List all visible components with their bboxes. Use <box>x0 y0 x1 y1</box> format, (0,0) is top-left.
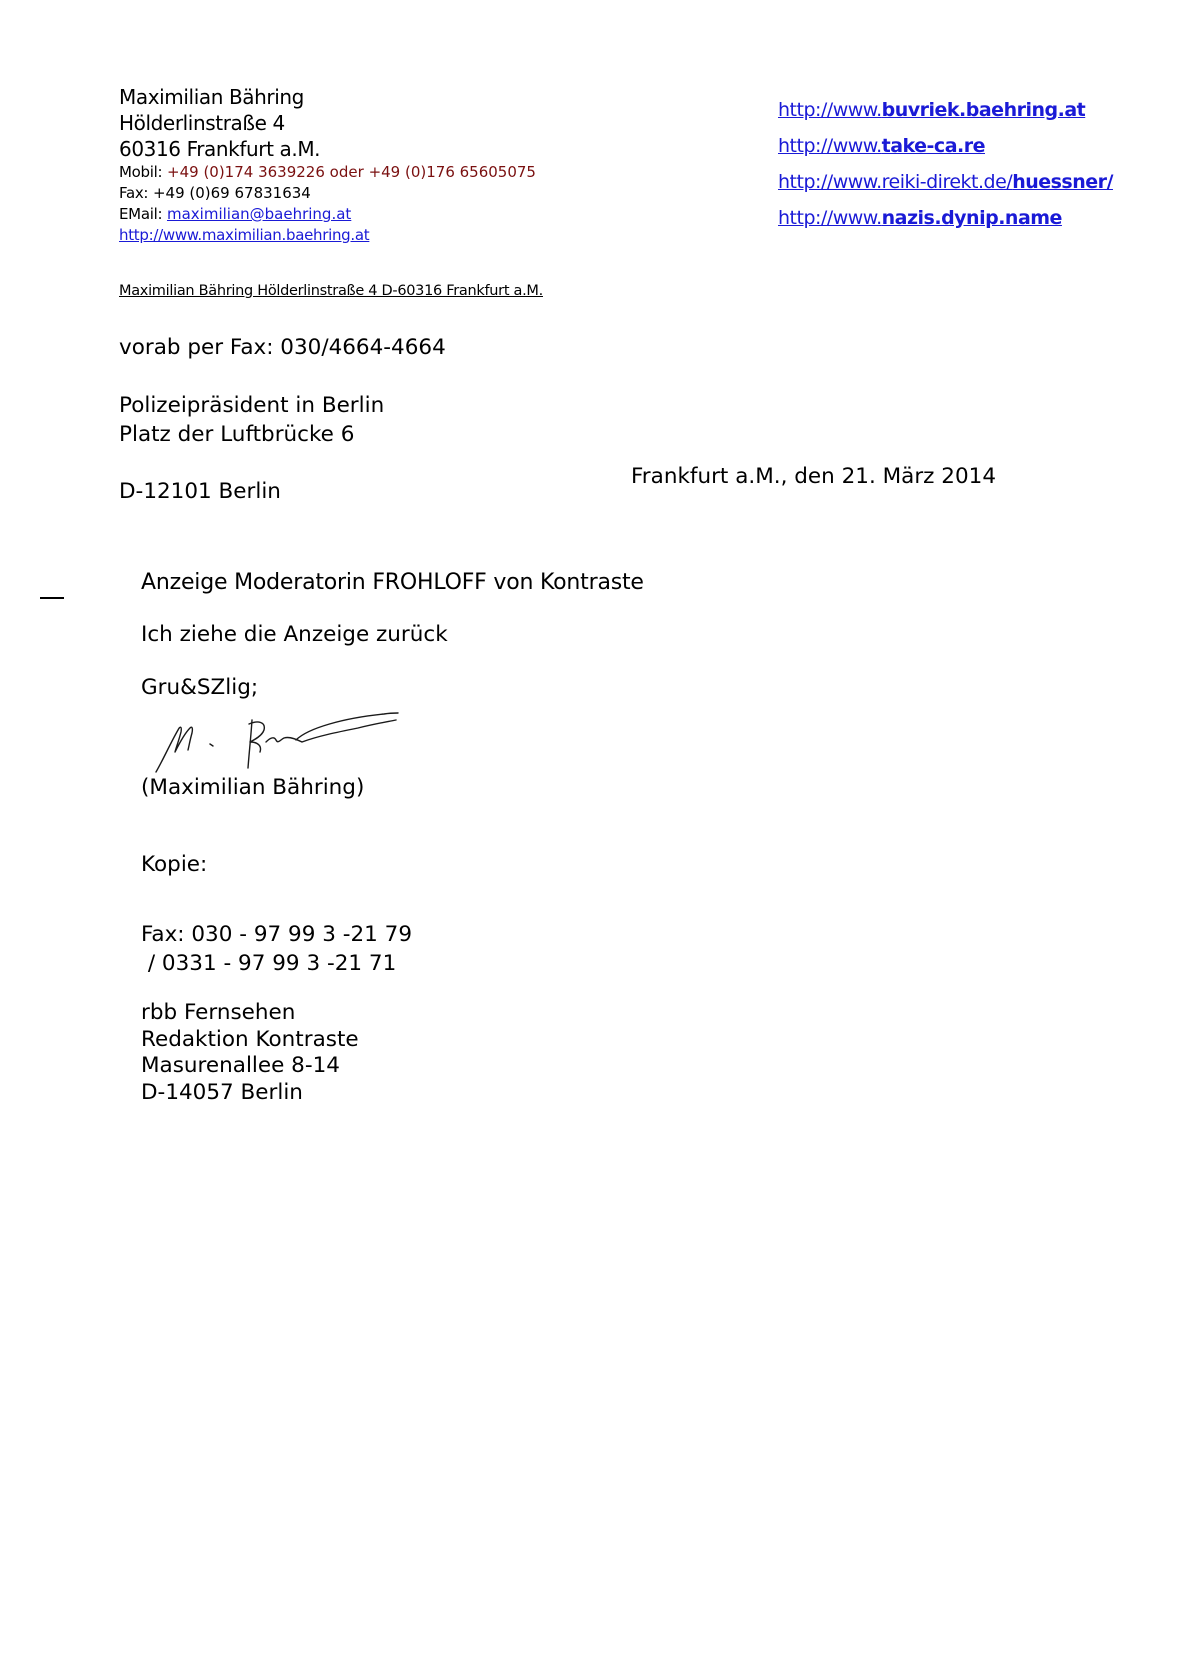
sender-mobile <box>119 162 639 183</box>
letter-greeting: Gru&SZlig; <box>141 675 259 700</box>
sender-email <box>119 204 639 225</box>
fax-number: +49 (0)69 67831634 <box>152 184 311 202</box>
copy-fax-line-2: / 0331 - 97 99 3 -21 71 <box>141 951 397 976</box>
return-address: Maximilian Bähring Hölderlinstraße 4 D-60316 Frankfurt a.M. <box>119 283 543 299</box>
link-buvriek[interactable]: http://www.buvriek.baehring.at <box>778 99 1086 121</box>
copy-address-line: rbb Fernsehen <box>141 1000 296 1025</box>
sender-block <box>119 84 639 246</box>
sender-city: 60316 Frankfurt a.M. <box>119 137 321 161</box>
copy-label: Kopie: <box>141 852 208 877</box>
email-label: EMail: <box>119 205 163 223</box>
sender-name: Maximilian Bähring <box>119 85 304 109</box>
mobile-number-2: +49 (0)176 65605075 <box>368 163 536 181</box>
copy-address-line: D-14057 Berlin <box>141 1079 303 1105</box>
letter-message: Ich ziehe die Anzeige zurück <box>141 622 448 647</box>
fax-label: Fax: <box>119 184 149 202</box>
copy-address <box>141 1000 359 1106</box>
handwritten-signature <box>148 700 418 780</box>
link-take-care[interactable]: http://www.take-ca.re <box>778 135 985 157</box>
fax-notice: vorab per Fax: 030/4664-4664 <box>119 335 446 360</box>
signer-name: (Maximilian Bähring) <box>141 775 365 800</box>
sender-street: Hölderlinstraße 4 <box>119 111 285 135</box>
recipient-line-1: Polizeipräsident in Berlin <box>119 393 385 418</box>
copy-fax-line-1: Fax: 030 - 97 99 3 -21 79 <box>141 922 413 947</box>
mobile-number-1: +49 (0)174 3639226 <box>167 163 325 181</box>
mobile-or: oder <box>329 163 364 181</box>
sender-fax <box>119 183 639 204</box>
sender-website <box>119 225 639 246</box>
email-link[interactable]: maximilian@baehring.at <box>166 205 352 223</box>
letter-date: Frankfurt a.M., den 21. März 2014 <box>631 464 997 489</box>
recipient-city: D-12101 Berlin <box>119 479 281 504</box>
copy-fax <box>141 920 412 978</box>
website-link[interactable]: http://www.maximilian.baehring.at <box>119 226 370 244</box>
mobile-label: Mobil: <box>119 163 163 181</box>
recipient-address <box>119 391 384 449</box>
fold-mark <box>40 597 64 599</box>
letter-subject: Anzeige Moderatorin FROHLOFF von Kontraste <box>141 570 644 595</box>
links-block <box>778 92 1168 236</box>
recipient-line-2: Platz der Luftbrücke 6 <box>119 422 355 447</box>
copy-address-line: Masurenallee 8-14 <box>141 1053 340 1078</box>
link-reiki[interactable]: http://www.reiki-direkt.de/huessner/ <box>778 171 1113 193</box>
copy-address-line: Redaktion Kontraste <box>141 1026 359 1052</box>
link-nazis[interactable]: http://www.nazis.dynip.name <box>778 207 1062 229</box>
